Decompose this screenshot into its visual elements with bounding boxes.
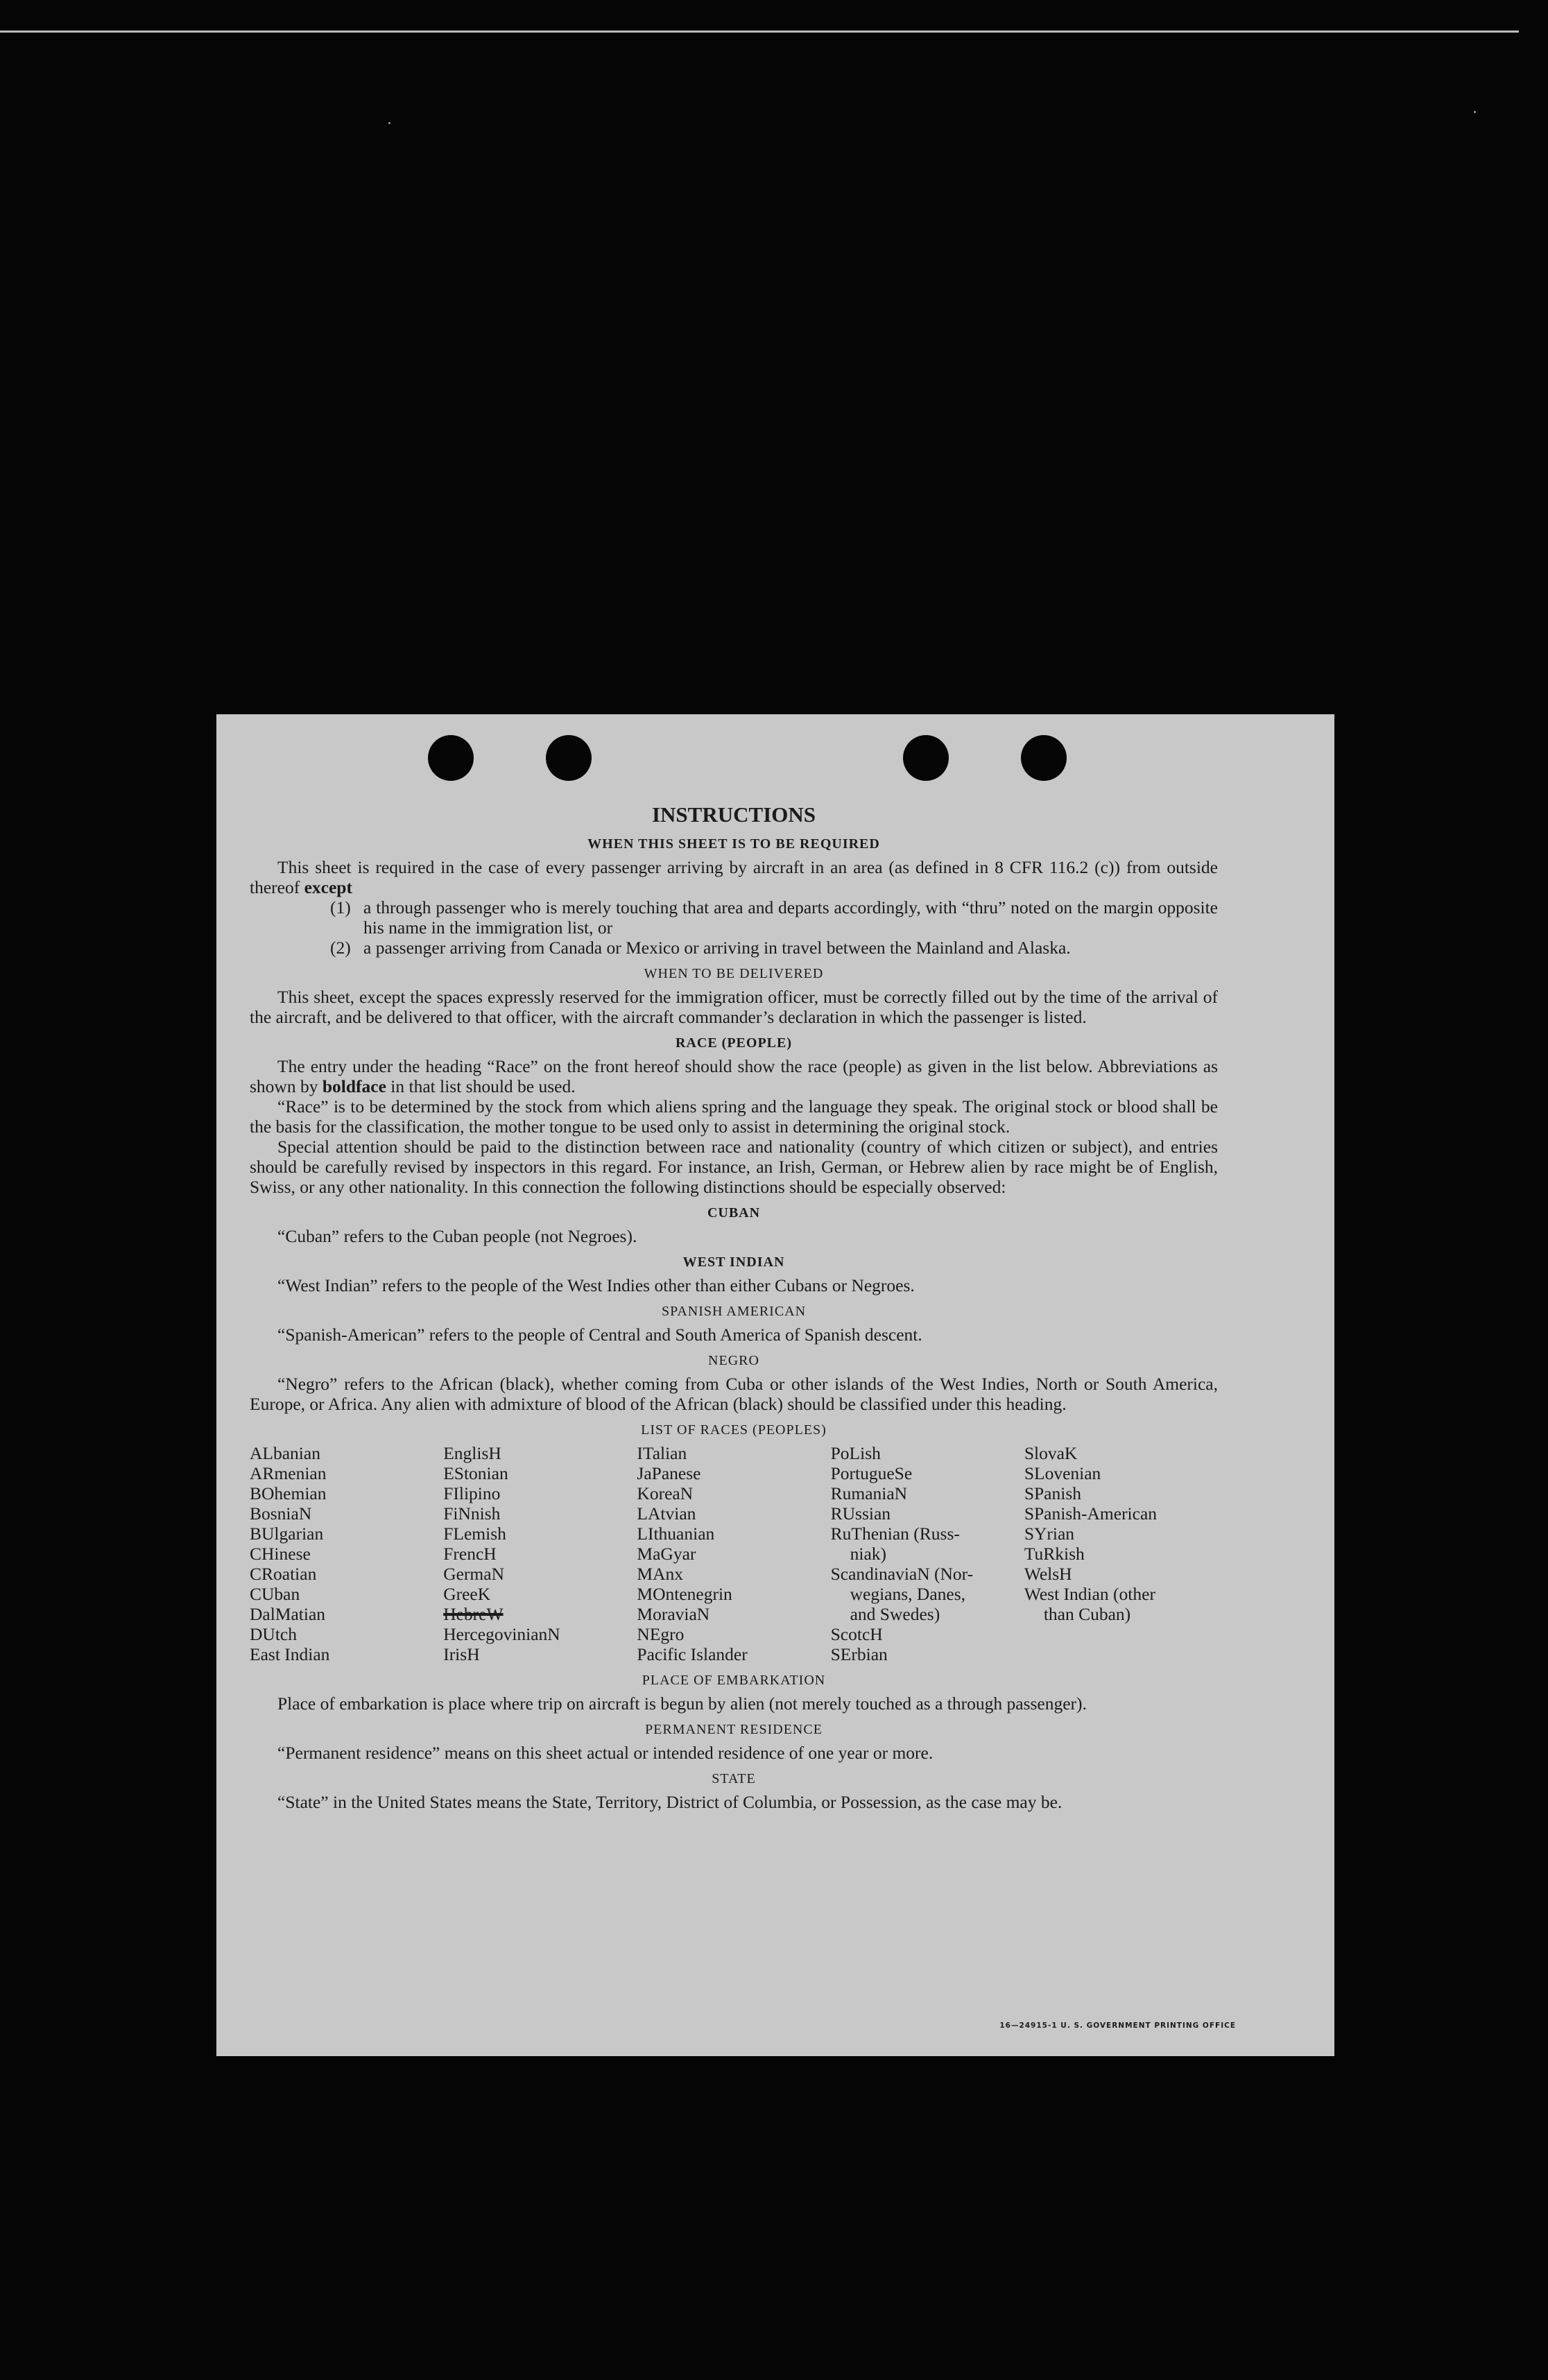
race-entry: FLemish bbox=[443, 1524, 506, 1544]
race-entry: FIlipino bbox=[443, 1483, 501, 1503]
race-entry: BosniaN bbox=[250, 1503, 312, 1524]
paragraph: “Cuban” refers to the Cuban people (not Negroes). bbox=[277, 1226, 637, 1246]
race-entry: IrisH bbox=[443, 1644, 480, 1664]
race-entry: HercegovinianN bbox=[443, 1624, 560, 1644]
races-column bbox=[1024, 1443, 1218, 1664]
race-entry: DalMatian bbox=[250, 1604, 326, 1624]
list-item: (2) a passenger arriving from Canada or Mexico or arriving in travel between the Mainland and Alaska. bbox=[330, 938, 1071, 958]
race-entry: SYrian bbox=[1024, 1524, 1075, 1544]
race-entry: SLovenian bbox=[1024, 1463, 1101, 1483]
race-entry: PoLish bbox=[830, 1443, 881, 1463]
section-heading: WHEN THIS SHEET IS TO BE REQUIRED bbox=[587, 836, 880, 852]
section-heading: SPANISH AMERICAN bbox=[661, 1304, 807, 1319]
race-entry: East Indian bbox=[250, 1644, 330, 1664]
race-entry: TuRkish bbox=[1024, 1544, 1085, 1564]
race-entry: MoraviaN bbox=[637, 1604, 710, 1624]
race-entry: EStonian bbox=[443, 1463, 508, 1483]
race-entry: and Swedes) bbox=[850, 1604, 940, 1624]
race-entry: CHinese bbox=[250, 1544, 311, 1564]
paragraph: “Spanish-American” refers to the people of Central and South America of Spanish descent. bbox=[277, 1325, 922, 1345]
paragraph: This sheet is required in the case of every passenger arriving by aircraft in an area (as defined in 8 CFR 116.2 (c)) from outside thereof except bbox=[250, 857, 1218, 897]
race-entry: MOntenegrin bbox=[637, 1584, 732, 1604]
section-heading: WEST INDIAN bbox=[682, 1254, 785, 1270]
paragraph: “West Indian” refers to the people of the West Indies other than either Cubans or Negroes. bbox=[277, 1275, 915, 1295]
paragraph: “Permanent residence” means on this sheet actual or intended residence of one year or more. bbox=[277, 1743, 934, 1763]
race-entry: SPanish bbox=[1024, 1483, 1082, 1503]
race-entry: CRoatian bbox=[250, 1564, 317, 1584]
race-entry: BUlgarian bbox=[250, 1524, 324, 1544]
section-heading: LIST OF RACES (PEOPLES) bbox=[641, 1422, 827, 1438]
race-entry: ScandinaviaN (Nor- bbox=[830, 1564, 974, 1584]
race-entry: CUban bbox=[250, 1584, 300, 1604]
paragraph: “State” in the United States means the State, Territory, District of Columbia, or Possession, as the case may be. bbox=[277, 1792, 1063, 1812]
sheet-content bbox=[250, 802, 1218, 1812]
race-entry: NEgro bbox=[637, 1624, 685, 1644]
paragraph: This sheet, except the spaces expressly reserved for the immigration officer, must be correctly filled out by the time of the arrival of the aircraft, and be delivered to that officer, with the aircraft commander’s declaration in which the passenger is listed. bbox=[250, 987, 1218, 1027]
races-list bbox=[250, 1443, 1218, 1664]
paragraph: “Negro” refers to the African (black), whether coming from Cuba or other islands of the West Indies, North or South America, Europe, or Africa. Any alien with admixture of blood of the African (black) should be classified under this heading. bbox=[250, 1374, 1218, 1414]
race-entry: than Cuban) bbox=[1043, 1604, 1131, 1624]
scan-speck bbox=[388, 122, 390, 124]
section-heading: PERMANENT RESIDENCE bbox=[645, 1722, 823, 1737]
race-entry: MaGyar bbox=[637, 1544, 696, 1564]
race-entry: JaPanese bbox=[637, 1463, 701, 1483]
race-entry: wegians, Danes, bbox=[850, 1584, 966, 1604]
race-entry: WelsH bbox=[1024, 1564, 1072, 1584]
race-entry: Pacific Islander bbox=[637, 1644, 748, 1664]
punch-hole bbox=[546, 735, 592, 781]
races-column bbox=[443, 1443, 637, 1664]
race-entry: EnglisH bbox=[443, 1443, 501, 1463]
list-item: (1) a through passenger who is merely touching that area and departs accordingly, with “thru” noted on the margin opposite his name in the immigration list, or bbox=[330, 897, 1218, 938]
race-entry: niak) bbox=[850, 1544, 887, 1564]
section-heading: RACE (PEOPLE) bbox=[676, 1035, 792, 1051]
races-column bbox=[637, 1443, 830, 1664]
race-entry: KoreaN bbox=[637, 1483, 694, 1503]
race-entry: DUtch bbox=[250, 1624, 297, 1644]
paragraph: Special attention should be paid to the distinction between race and nationality (country of which citizen or subject), and entries should be carefully revised by inspectors in this regard. For instance, an Irish, German, or Hebrew alien by race might be of English, Swiss, or any other nationality. In this connection the following distinctions should be especially observed: bbox=[250, 1137, 1218, 1197]
race-entry: SlovaK bbox=[1024, 1443, 1078, 1463]
scan-speck bbox=[1474, 111, 1476, 113]
race-entry: GreeK bbox=[443, 1584, 491, 1604]
page-title: INSTRUCTIONS bbox=[651, 802, 816, 827]
race-entry: ARmenian bbox=[250, 1463, 327, 1483]
race-entry: LIthuanian bbox=[637, 1524, 715, 1544]
paragraph: The entry under the heading “Race” on the front hereof should show the race (people) as given in the list below. Abbreviations as shown by boldface in that list should be used. bbox=[250, 1056, 1218, 1096]
punch-hole bbox=[428, 735, 474, 781]
race-entry: SErbian bbox=[830, 1644, 888, 1664]
race-entry: PortugueSe bbox=[830, 1463, 913, 1483]
section-heading: STATE bbox=[712, 1771, 756, 1786]
race-entry: BOhemian bbox=[250, 1483, 327, 1503]
race-entry: MAnx bbox=[637, 1564, 683, 1584]
print-office-code: 16—24915-1 U. S. GOVERNMENT PRINTING OFFICE bbox=[999, 2021, 1236, 2030]
race-entry: FiNnish bbox=[443, 1503, 501, 1524]
race-entry: West Indian (other bbox=[1024, 1584, 1155, 1604]
paragraph: Place of embarkation is place where trip on aircraft is begun by alien (not merely touched as a through passenger). bbox=[277, 1693, 1087, 1714]
race-entry: RUssian bbox=[830, 1503, 891, 1524]
race-entry: ALbanian bbox=[250, 1443, 320, 1463]
race-entry: SPanish-American bbox=[1024, 1503, 1158, 1524]
race-entry: ITalian bbox=[637, 1443, 687, 1463]
paragraph: “Race” is to be determined by the stock from which aliens spring and the language they speak. The original stock or blood shall be the basis for the classification, the mother tongue to be used only to assist in determining the original stock. bbox=[250, 1096, 1218, 1137]
race-entry: LAtvian bbox=[637, 1503, 696, 1524]
race-entry: ScotcH bbox=[830, 1624, 883, 1644]
section-heading: WHEN TO BE DELIVERED bbox=[644, 966, 824, 981]
punch-hole bbox=[1021, 735, 1067, 781]
race-entry: RuThenian (Russ- bbox=[830, 1524, 960, 1544]
races-column bbox=[250, 1443, 443, 1664]
section-heading: NEGRO bbox=[708, 1353, 759, 1368]
punch-hole bbox=[903, 735, 949, 781]
race-entry: RumaniaN bbox=[830, 1483, 908, 1503]
race-entry: FrencH bbox=[443, 1544, 497, 1564]
race-entry-struck-out: HebreW bbox=[443, 1604, 504, 1624]
race-entry: GermaN bbox=[443, 1564, 504, 1584]
instruction-sheet bbox=[216, 714, 1334, 2056]
section-heading: PLACE OF EMBARKATION bbox=[642, 1673, 826, 1688]
scan-top-edge-line bbox=[0, 31, 1519, 33]
section-heading: CUBAN bbox=[707, 1205, 761, 1221]
races-column bbox=[831, 1443, 1024, 1664]
